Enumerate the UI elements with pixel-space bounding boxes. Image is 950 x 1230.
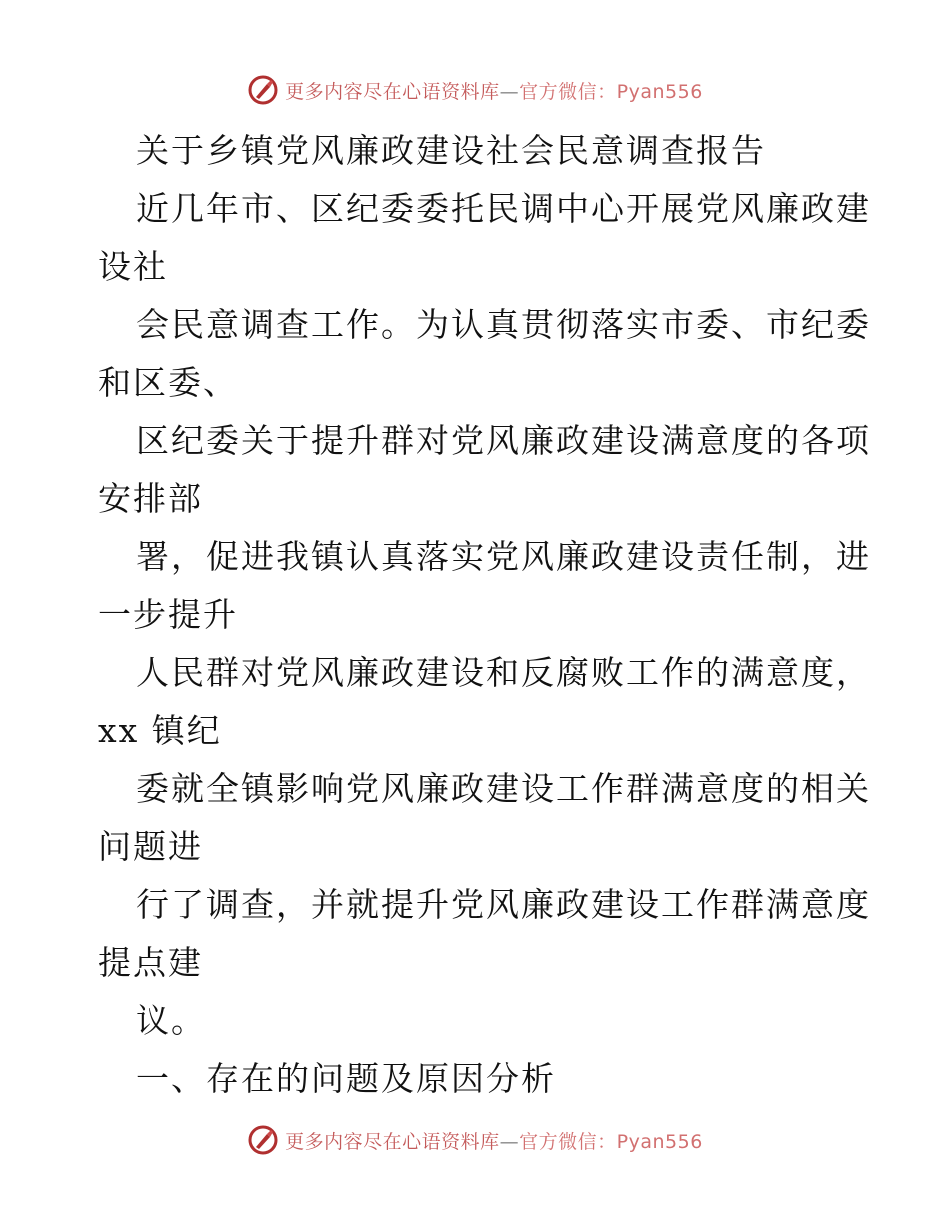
text-line: 一、存在的问题及原因分析 xyxy=(136,1059,556,1098)
text-line: 和区委、 xyxy=(98,363,238,402)
watermark-footer xyxy=(0,1120,950,1160)
text-line: 署，促进我镇认真落实党风廉政建设责任制，进 xyxy=(136,537,871,576)
text-line: 关于乡镇党风廉政建设社会民意调查报告 xyxy=(136,131,766,170)
text-line: xx 镇纪 xyxy=(98,711,222,750)
watermark-header-inner xyxy=(247,74,703,106)
watermark-text xyxy=(285,1127,703,1154)
watermark-main: 更多内容尽在心语资料库 xyxy=(285,1130,500,1153)
watermark-dash: — xyxy=(499,1130,520,1153)
text-line: 问题进 xyxy=(98,827,203,866)
text-line: 近几年市、区纪委委托民调中心开展党风廉政建 xyxy=(136,189,871,228)
watermark-dash: — xyxy=(499,80,520,103)
text-line: 行了调查，并就提升党风廉政建设工作群满意度 xyxy=(136,885,871,924)
text-line: 委就全镇影响党风廉政建设工作群满意度的相关 xyxy=(136,769,871,808)
watermark-contact: 官方微信：Pyan556 xyxy=(519,1130,703,1153)
pen-logo-icon xyxy=(247,74,279,106)
watermark-main: 更多内容尽在心语资料库 xyxy=(285,80,500,103)
pen-logo-icon xyxy=(247,1124,279,1156)
document-body xyxy=(98,122,871,1108)
text-line: 一步提升 xyxy=(98,595,238,634)
text-line: 提点建 xyxy=(98,943,203,982)
watermark-text xyxy=(285,77,703,104)
watermark-header xyxy=(0,70,950,110)
text-line: 议。 xyxy=(136,1001,206,1040)
text-line: 安排部 xyxy=(98,479,203,518)
text-line: 区纪委关于提升群对党风廉政建设满意度的各项 xyxy=(136,421,871,460)
watermark-footer-inner xyxy=(247,1124,703,1156)
watermark-contact: 官方微信：Pyan556 xyxy=(519,80,703,103)
text-line: 设社 xyxy=(98,247,168,286)
text-line: 会民意调查工作。为认真贯彻落实市委、市纪委 xyxy=(136,305,871,344)
text-line: 人民群对党风廉政建设和反腐败工作的满意度， xyxy=(136,653,871,692)
